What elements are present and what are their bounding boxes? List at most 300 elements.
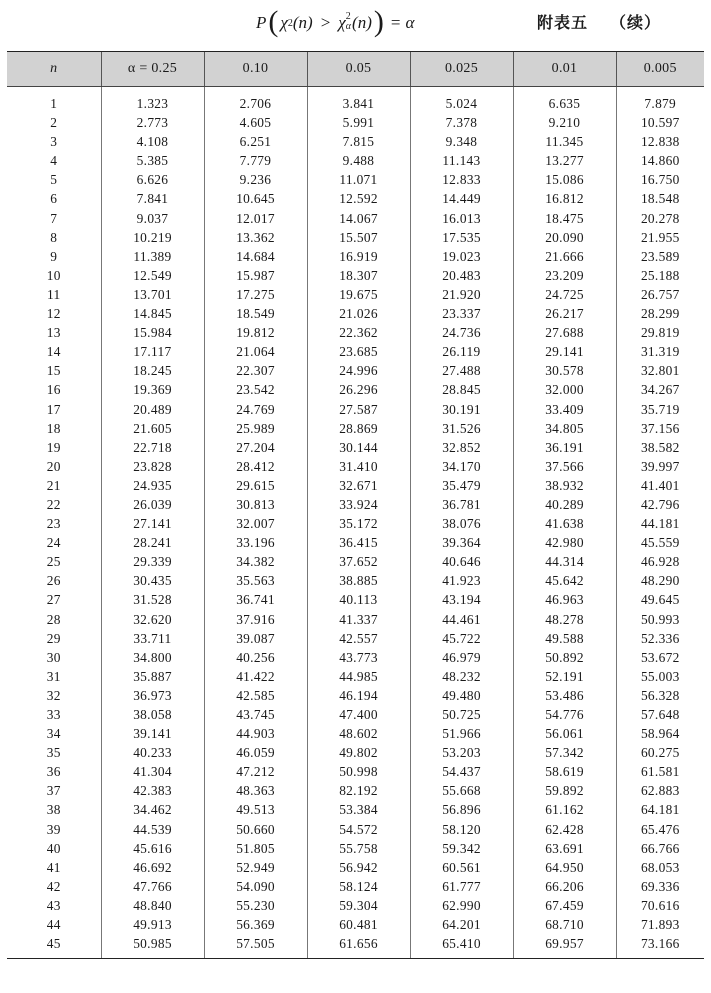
value-cell: 11.345 <box>513 132 616 151</box>
value-cell: 49.913 <box>101 915 204 934</box>
value-cell: 28.869 <box>307 419 410 438</box>
table-row <box>7 800 704 819</box>
value-cell: 45.616 <box>101 839 204 858</box>
row-n-cell: 11 <box>47 286 61 302</box>
value-cell: 49.513 <box>204 800 307 819</box>
value-cell: 18.245 <box>101 361 204 380</box>
value-cell: 9.037 <box>101 209 204 228</box>
value-cell: 31.526 <box>410 419 513 438</box>
value-cell: 54.572 <box>307 820 410 839</box>
row-n-cell: 36 <box>46 764 61 780</box>
value-cell: 18.307 <box>307 266 410 285</box>
row-n-cell: 31 <box>46 668 61 684</box>
value-cell: 51.966 <box>410 724 513 743</box>
value-cell: 48.840 <box>101 896 204 915</box>
value-cell: 56.061 <box>513 724 616 743</box>
formula-sup: 2 <box>287 17 293 29</box>
value-cell: 18.549 <box>204 304 307 323</box>
value-cell: 22.307 <box>204 361 307 380</box>
value-cell: 43.194 <box>410 590 513 609</box>
value-cell: 53.486 <box>513 686 616 705</box>
value-cell: 64.950 <box>513 858 616 877</box>
row-n-cell: 23 <box>46 516 61 532</box>
value-cell: 38.932 <box>513 476 616 495</box>
value-cell: 26.039 <box>101 495 204 514</box>
value-cell: 40.646 <box>410 552 513 571</box>
value-cell: 55.003 <box>616 667 704 686</box>
value-cell: 19.023 <box>410 247 513 266</box>
row-n-cell: 10 <box>46 267 61 283</box>
value-cell: 28.412 <box>204 457 307 476</box>
value-cell: 6.626 <box>101 170 204 189</box>
column-header-010: 0.10 <box>204 52 307 87</box>
value-cell: 26.757 <box>616 285 704 304</box>
formula-right-paren: ) <box>373 5 384 38</box>
value-cell: 15.987 <box>204 266 307 285</box>
value-cell: 25.989 <box>204 419 307 438</box>
value-cell: 69.336 <box>616 877 704 896</box>
table-row <box>7 858 704 877</box>
value-cell: 24.996 <box>307 361 410 380</box>
value-cell: 29.615 <box>204 476 307 495</box>
value-cell: 37.156 <box>616 419 704 438</box>
row-n-cell: 45 <box>7 934 101 959</box>
value-cell: 61.581 <box>616 762 704 781</box>
value-cell: 33.711 <box>101 629 204 648</box>
value-cell: 62.428 <box>513 820 616 839</box>
row-n-cell: 12 <box>46 306 61 322</box>
value-cell: 12.838 <box>616 132 704 151</box>
value-cell: 46.963 <box>513 590 616 609</box>
table-row <box>7 419 704 438</box>
value-cell: 31.410 <box>307 457 410 476</box>
value-cell: 12.549 <box>101 266 204 285</box>
column-header-0025: 0.025 <box>410 52 513 87</box>
value-cell: 23.209 <box>513 266 616 285</box>
value-cell: 4.605 <box>204 113 307 132</box>
value-cell: 68.053 <box>616 858 704 877</box>
appendix-title <box>537 10 661 33</box>
value-cell: 54.090 <box>204 877 307 896</box>
row-n-cell: 6 <box>50 191 58 207</box>
value-cell: 14.449 <box>410 189 513 208</box>
value-cell: 39.087 <box>204 629 307 648</box>
row-n-cell: 21 <box>46 477 61 493</box>
value-cell: 34.382 <box>204 552 307 571</box>
column-header-001: 0.01 <box>513 52 616 87</box>
value-cell: 47.212 <box>204 762 307 781</box>
table-row <box>7 590 704 609</box>
value-cell: 7.378 <box>410 113 513 132</box>
value-cell: 59.892 <box>513 781 616 800</box>
value-cell: 56.896 <box>410 800 513 819</box>
value-cell: 21.026 <box>307 304 410 323</box>
value-cell: 17.535 <box>410 228 513 247</box>
row-n-cell: 14 <box>46 344 61 360</box>
value-cell: 22.362 <box>307 323 410 342</box>
table-row <box>7 533 704 552</box>
value-cell: 36.415 <box>307 533 410 552</box>
table-row <box>7 285 704 304</box>
value-cell: 32.000 <box>513 380 616 399</box>
row-n-cell: 5 <box>50 172 58 188</box>
value-cell: 10.645 <box>204 189 307 208</box>
value-cell: 36.741 <box>204 590 307 609</box>
value-cell: 18.475 <box>513 209 616 228</box>
row-n-cell: 2 <box>50 115 58 131</box>
value-cell: 40.289 <box>513 495 616 514</box>
value-cell: 14.067 <box>307 209 410 228</box>
value-cell: 32.671 <box>307 476 410 495</box>
row-n-cell: 25 <box>46 554 61 570</box>
table-header-row <box>7 52 704 87</box>
table-row <box>7 209 704 228</box>
table-row <box>7 552 704 571</box>
table-row <box>7 648 704 667</box>
value-cell: 28.845 <box>410 380 513 399</box>
value-cell: 54.776 <box>513 705 616 724</box>
value-cell: 36.191 <box>513 438 616 457</box>
value-cell: 16.013 <box>410 209 513 228</box>
value-cell: 50.725 <box>410 705 513 724</box>
value-cell: 7.879 <box>616 87 704 114</box>
value-cell: 32.007 <box>204 514 307 533</box>
value-cell: 3.841 <box>307 87 410 114</box>
value-cell: 48.602 <box>307 724 410 743</box>
value-cell: 29.339 <box>101 552 204 571</box>
value-cell: 34.267 <box>616 380 704 399</box>
value-cell: 67.459 <box>513 896 616 915</box>
value-cell: 20.090 <box>513 228 616 247</box>
value-cell: 57.648 <box>616 705 704 724</box>
value-cell: 34.170 <box>410 457 513 476</box>
column-header-0005: 0.005 <box>616 52 704 87</box>
row-n-cell: 4 <box>50 153 58 169</box>
table-row <box>7 151 704 170</box>
table-row <box>7 820 704 839</box>
value-cell: 33.924 <box>307 495 410 514</box>
value-cell: 41.401 <box>616 476 704 495</box>
value-cell: 6.635 <box>513 87 616 114</box>
value-cell: 35.719 <box>616 400 704 419</box>
table-row <box>7 228 704 247</box>
value-cell: 42.557 <box>307 629 410 648</box>
row-n-cell: 39 <box>46 821 61 837</box>
value-cell: 56.942 <box>307 858 410 877</box>
table-row <box>7 361 704 380</box>
value-cell: 32.620 <box>101 610 204 629</box>
value-cell: 27.688 <box>513 323 616 342</box>
value-cell: 45.559 <box>616 533 704 552</box>
value-cell: 1.323 <box>101 87 204 114</box>
value-cell: 33.409 <box>513 400 616 419</box>
row-n-cell: 16 <box>46 382 61 398</box>
value-cell: 48.232 <box>410 667 513 686</box>
value-cell: 27.141 <box>101 514 204 533</box>
value-cell: 15.086 <box>513 170 616 189</box>
value-cell: 5.385 <box>101 151 204 170</box>
continued-label: （续） <box>610 13 662 32</box>
value-cell: 4.108 <box>101 132 204 151</box>
value-cell: 25.188 <box>616 266 704 285</box>
row-n-cell: 40 <box>46 840 61 856</box>
value-cell: 13.362 <box>204 228 307 247</box>
value-cell: 27.204 <box>204 438 307 457</box>
formula-gt: > <box>320 13 331 32</box>
row-n-cell: 44 <box>46 917 61 933</box>
value-cell: 34.800 <box>101 648 204 667</box>
value-cell: 61.162 <box>513 800 616 819</box>
value-cell: 36.973 <box>101 686 204 705</box>
value-cell: 23.589 <box>616 247 704 266</box>
row-n-cell: 13 <box>46 325 61 341</box>
value-cell: 45.722 <box>410 629 513 648</box>
formula-p: P <box>256 13 267 32</box>
value-cell: 38.058 <box>101 705 204 724</box>
value-cell: 26.119 <box>410 342 513 361</box>
table-row <box>7 877 704 896</box>
table-row <box>7 610 704 629</box>
value-cell: 42.585 <box>204 686 307 705</box>
value-cell: 62.990 <box>410 896 513 915</box>
row-n-cell: 24 <box>46 535 61 551</box>
value-cell: 42.796 <box>616 495 704 514</box>
value-cell: 64.181 <box>616 800 704 819</box>
value-cell: 30.191 <box>410 400 513 419</box>
value-cell: 57.342 <box>513 743 616 762</box>
value-cell: 44.181 <box>616 514 704 533</box>
value-cell: 11.389 <box>101 247 204 266</box>
value-cell: 16.919 <box>307 247 410 266</box>
table-row <box>7 724 704 743</box>
value-cell: 34.805 <box>513 419 616 438</box>
row-n-cell: 35 <box>46 745 61 761</box>
row-n-cell: 34 <box>46 726 61 742</box>
value-cell: 12.592 <box>307 189 410 208</box>
row-n-cell: 7 <box>50 210 58 226</box>
value-cell: 50.998 <box>307 762 410 781</box>
value-cell: 50.892 <box>513 648 616 667</box>
table-row <box>7 189 704 208</box>
value-cell: 16.750 <box>616 170 704 189</box>
value-cell: 7.841 <box>101 189 204 208</box>
value-cell: 35.887 <box>101 667 204 686</box>
value-cell: 32.801 <box>616 361 704 380</box>
value-cell: 5.024 <box>410 87 513 114</box>
value-cell: 21.920 <box>410 285 513 304</box>
table-row <box>7 87 704 114</box>
value-cell: 30.578 <box>513 361 616 380</box>
value-cell: 59.304 <box>307 896 410 915</box>
formula-sub-alpha: α <box>345 21 352 32</box>
value-cell: 41.304 <box>101 762 204 781</box>
value-cell: 39.997 <box>616 457 704 476</box>
value-cell: 28.299 <box>616 304 704 323</box>
table-row <box>7 438 704 457</box>
row-n-cell: 15 <box>46 363 61 379</box>
value-cell: 82.192 <box>307 781 410 800</box>
value-cell: 27.587 <box>307 400 410 419</box>
value-cell: 37.566 <box>513 457 616 476</box>
value-cell: 23.542 <box>204 380 307 399</box>
value-cell: 56.328 <box>616 686 704 705</box>
row-n-cell: 42 <box>46 878 61 894</box>
table-row <box>7 667 704 686</box>
value-cell: 38.076 <box>410 514 513 533</box>
value-cell: 34.462 <box>101 800 204 819</box>
table-row <box>7 380 704 399</box>
row-n-cell: 3 <box>50 134 58 150</box>
value-cell: 65.410 <box>410 934 513 959</box>
table-body <box>7 87 704 959</box>
value-cell: 36.781 <box>410 495 513 514</box>
value-cell: 48.290 <box>616 571 704 590</box>
value-cell: 73.166 <box>616 934 704 959</box>
value-cell: 12.833 <box>410 170 513 189</box>
value-cell: 52.949 <box>204 858 307 877</box>
value-cell: 39.364 <box>410 533 513 552</box>
value-cell: 19.812 <box>204 323 307 342</box>
value-cell: 20.489 <box>101 400 204 419</box>
value-cell: 10.597 <box>616 113 704 132</box>
value-cell: 63.691 <box>513 839 616 858</box>
table-row <box>7 400 704 419</box>
value-cell: 38.582 <box>616 438 704 457</box>
column-header-n: n <box>7 52 101 87</box>
chi-square-formula <box>256 6 414 40</box>
value-cell: 33.196 <box>204 533 307 552</box>
value-cell: 47.400 <box>307 705 410 724</box>
value-cell: 55.668 <box>410 781 513 800</box>
row-n-cell: 27 <box>46 592 61 608</box>
column-header-alpha-025: α = 0.25 <box>101 52 204 87</box>
value-cell: 30.435 <box>101 571 204 590</box>
value-cell: 47.766 <box>101 877 204 896</box>
value-cell: 19.675 <box>307 285 410 304</box>
value-cell: 41.337 <box>307 610 410 629</box>
value-cell: 58.124 <box>307 877 410 896</box>
row-n-cell: 17 <box>46 401 61 417</box>
value-cell: 17.275 <box>204 285 307 304</box>
table-row <box>7 762 704 781</box>
table-row <box>7 113 704 132</box>
value-cell: 60.481 <box>307 915 410 934</box>
value-cell: 6.251 <box>204 132 307 151</box>
value-cell: 35.172 <box>307 514 410 533</box>
row-n-cell: 9 <box>50 248 58 264</box>
value-cell: 48.363 <box>204 781 307 800</box>
value-cell: 43.773 <box>307 648 410 667</box>
value-cell: 43.745 <box>204 705 307 724</box>
value-cell: 11.071 <box>307 170 410 189</box>
value-cell: 46.194 <box>307 686 410 705</box>
value-cell: 52.336 <box>616 629 704 648</box>
formula-sup-2: 2 <box>345 11 351 22</box>
value-cell: 38.885 <box>307 571 410 590</box>
value-cell: 16.812 <box>513 189 616 208</box>
value-cell: 9.236 <box>204 170 307 189</box>
value-cell: 24.769 <box>204 400 307 419</box>
row-n-cell: 43 <box>46 897 61 913</box>
value-cell: 70.616 <box>616 896 704 915</box>
value-cell: 53.203 <box>410 743 513 762</box>
value-cell: 53.672 <box>616 648 704 667</box>
value-cell: 26.296 <box>307 380 410 399</box>
table-row <box>7 514 704 533</box>
value-cell: 58.120 <box>410 820 513 839</box>
row-n-cell: 38 <box>46 802 61 818</box>
value-cell: 5.991 <box>307 113 410 132</box>
row-n-cell: 41 <box>46 859 61 875</box>
value-cell: 40.113 <box>307 590 410 609</box>
value-cell: 37.652 <box>307 552 410 571</box>
value-cell: 41.638 <box>513 514 616 533</box>
value-cell: 29.141 <box>513 342 616 361</box>
table-row <box>7 571 704 590</box>
table-row <box>7 629 704 648</box>
value-cell: 31.319 <box>616 342 704 361</box>
value-cell: 55.230 <box>204 896 307 915</box>
value-cell: 35.479 <box>410 476 513 495</box>
row-n-cell: 30 <box>46 649 61 665</box>
value-cell: 50.660 <box>204 820 307 839</box>
value-cell: 24.736 <box>410 323 513 342</box>
value-cell: 65.476 <box>616 820 704 839</box>
value-cell: 15.984 <box>101 323 204 342</box>
value-cell: 44.985 <box>307 667 410 686</box>
value-cell: 46.928 <box>616 552 704 571</box>
table-row <box>7 342 704 361</box>
value-cell: 9.210 <box>513 113 616 132</box>
page-header <box>0 0 711 50</box>
value-cell: 49.645 <box>616 590 704 609</box>
value-cell: 46.692 <box>101 858 204 877</box>
formula-alpha: α <box>405 13 415 32</box>
row-n-cell: 20 <box>46 458 61 474</box>
value-cell: 60.561 <box>410 858 513 877</box>
table-row <box>7 896 704 915</box>
value-cell: 50.985 <box>101 934 204 959</box>
value-cell: 42.383 <box>101 781 204 800</box>
value-cell: 46.059 <box>204 743 307 762</box>
value-cell: 21.666 <box>513 247 616 266</box>
value-cell: 64.201 <box>410 915 513 934</box>
chi-square-table <box>7 51 704 959</box>
value-cell: 14.860 <box>616 151 704 170</box>
value-cell: 18.548 <box>616 189 704 208</box>
value-cell: 66.206 <box>513 877 616 896</box>
row-n-cell: 18 <box>46 420 61 436</box>
value-cell: 68.710 <box>513 915 616 934</box>
value-cell: 21.955 <box>616 228 704 247</box>
value-cell: 26.217 <box>513 304 616 323</box>
value-cell: 41.923 <box>410 571 513 590</box>
value-cell: 52.191 <box>513 667 616 686</box>
value-cell: 23.828 <box>101 457 204 476</box>
value-cell: 14.845 <box>101 304 204 323</box>
value-cell: 44.903 <box>204 724 307 743</box>
value-cell: 24.725 <box>513 285 616 304</box>
table-row <box>7 132 704 151</box>
row-n-cell: 1 <box>50 96 58 111</box>
value-cell: 62.883 <box>616 781 704 800</box>
value-cell: 57.505 <box>204 934 307 959</box>
value-cell: 39.141 <box>101 724 204 743</box>
value-cell: 42.980 <box>513 533 616 552</box>
value-cell: 9.488 <box>307 151 410 170</box>
table-row <box>7 247 704 266</box>
value-cell: 44.314 <box>513 552 616 571</box>
